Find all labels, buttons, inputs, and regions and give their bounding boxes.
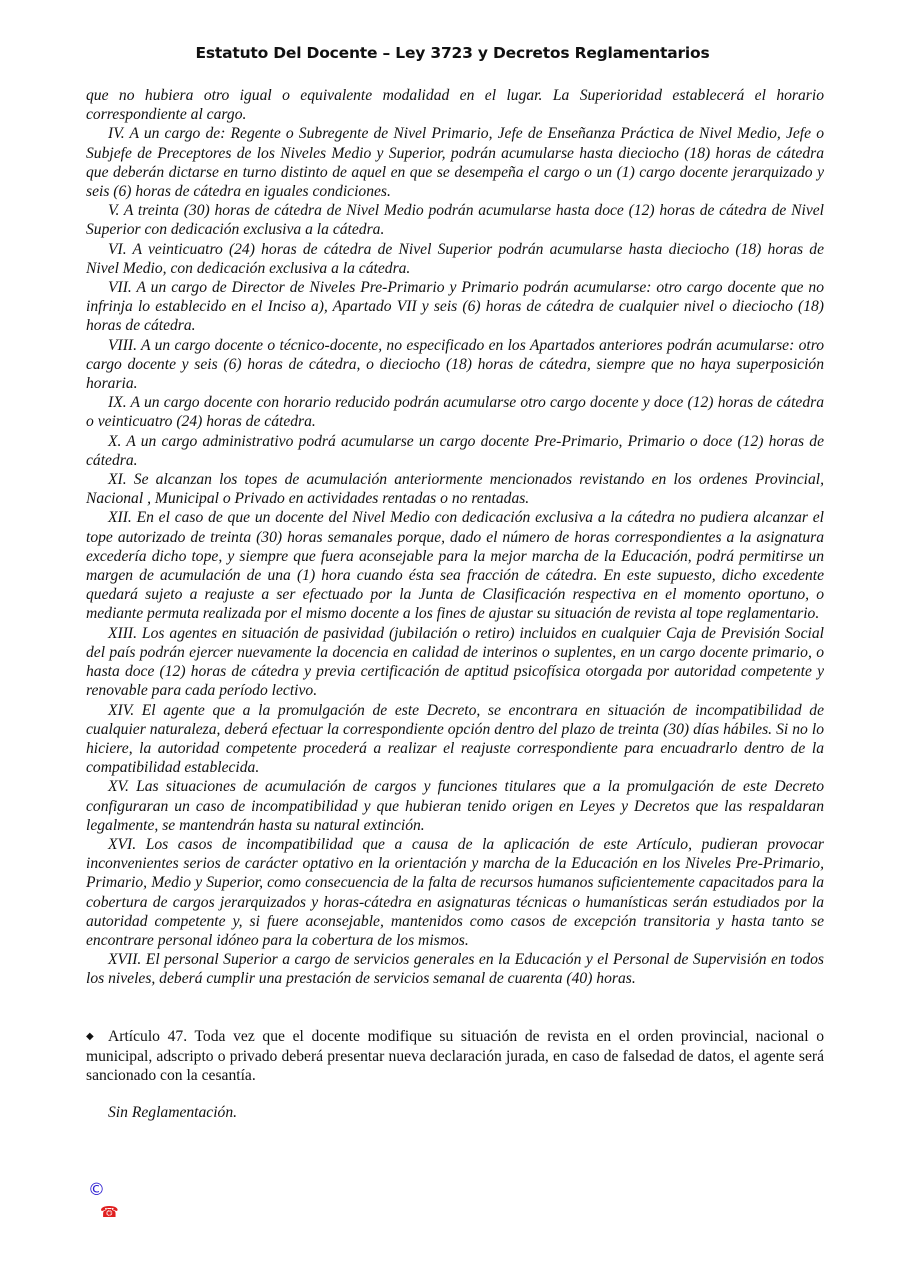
paragraph-xii: XII. En el caso de que un docente del Nivel Medio con dedicación exclusiva a la cátedra no pudiera alcanzar el tope autorizado de treinta (30) horas semanales porque, dado el número de horas correspondientes a la asignatura excedería dicho tope, y siempre que fuera aconsejable para la mejor marcha de la Educación, podrá permitirse un margen de acumulación de una (1) hora cuando ésta sea fracción de cátedra. En este supuesto, dicho excedente quedará sujeto a reajuste a ser efectuado por la Junta de Clasificación respectiva en el momento oportuno, o mediante permuta realizada por el mismo docente a los fines de ajustar su situación de revista al tope reglamentario. [86,509,824,623]
copyright-icon: © [88,1180,105,1200]
paragraph-xiii: XIII. Los agentes en situación de pasividad (jubilación o retiro) incluidos en cualquier Caja de Previsión Social del país podrán ejercer nuevamente la docencia en calidad de interinos o suplentes, en un cargo docente primario, o hasta doce (12) horas de cátedra y previa certificación de aptitud psicofísica otorgada por autoridad competente y renovable para cada período lectivo. [86,624,824,700]
sin-reglamentacion: Sin Reglamentación. [108,1104,238,1121]
paragraph-xv: XV. Las situaciones de acumulación de cargos y funciones titulares que a la promulgación de este Decreto configuraran un caso de incompatibilidad y que hubieran tenido origen en Leyes y Decretos que las respaldaran legalmente, se mantendrán hasta su natural extinción. [86,778,824,834]
paragraph-ix: IX. A un cargo docente con horario reducido podrán acumularse otro cargo docente y doce (12) horas de cátedra o veinticuatro (24) horas de cátedra. [86,394,824,431]
paragraph-vii: VII. A un cargo de Director de Niveles Pre-Primario y Primario podrán acumularse: otro cargo docente que no infrinja lo establecido en el Inciso a), Apartado VII y seis (6) horas de cátedra de cualquier nivel o dieciocho (18) horas de cátedra. [86,279,824,335]
paragraph-vi: VI. A veinticuatro (24) horas de cátedra de Nivel Superior podrán acumularse hasta dieciocho (18) horas de Nivel Medio, con dedicación exclusiva a la cátedra. [86,240,824,277]
document-body [86,86,824,989]
paragraph-x: X. A un cargo administrativo podrá acumularse un cargo docente Pre-Primario, Primario o doce (12) horas de cátedra. [86,432,824,469]
paragraph-xi: XI. Se alcanzan los topes de acumulación anteriormente mencionados revistando en los ordenes Provincial, Nacional , Municipal o Privado en actividades rentadas o no rentadas. [86,471,824,508]
diamond-bullet-icon: ◆ [86,1030,94,1042]
paragraph-v: V. A treinta (30) horas de cátedra de Nivel Medio podrán acumularse hasta doce (12) horas de cátedra de Nivel Superior con dedicación exclusiva a la cátedra. [86,202,824,239]
page-header: Estatuto Del Docente – Ley 3723 y Decretos Reglamentarios [195,44,710,62]
paragraph-xvii: XVII. El personal Superior a cargo de servicios generales en la Educación y el Personal de Supervisión en todos los niveles, deberá cumplir una prestación de servicios semanal de cuarenta (40) horas. [86,951,824,988]
paragraph-iv: IV. A un cargo de: Regente o Subregente de Nivel Primario, Jefe de Enseñanza Práctica de Nivel Medio, Jefe o Subjefe de Preceptores de los Niveles Medio y Superior, podrán acumularse hasta dieciocho (18) horas de cátedra que deberán dictarse en turno distinto de aquel en que se desempeña el cargo o un (1) cargo docente jerarquizado y seis (6) horas de cátedra en iguales condiciones. [86,125,824,201]
article-47-text: Artículo 47. Toda vez que el docente modifique su situación de revista en el orden provincial, nacional o municipal, adscripto o privado deberá presentar nueva declaración jurada, en caso de falsedad de datos, el agente será sancionado con la cesantía. [86,1028,824,1085]
paragraph-xvi: XVI. Los casos de incompatibilidad que a causa de la aplicación de este Artículo, pudieran provocar inconvenientes serios de carácter optativo en la orientación y marcha de la Educación en los Niveles Pre-Primario, Primario, Medio y Superior, como consecuencia de la falta de recursos humanos suficientemente capacitados para la cobertura de cargos jerarquizados y horas-cátedra en asignaturas técnicas o humanísticas serán estudiados por la autoridad competente y, si fuere aconsejable, mantenidos como casos de excepción transitoria y hasta tanto se encontrare personal idóneo para la cobertura de los mismos. [86,835,824,949]
phone-icon: ☎ [100,1203,119,1221]
paragraph-viii: VIII. A un cargo docente o técnico-docente, no especificado en los Apartados anteriores podrán acumularse: otro cargo docente y seis (6) horas de cátedra, o dieciocho (18) horas de cátedra, siempre que no haya superposición horaria. [86,336,824,393]
paragraph-continuation: que no hubiera otro igual o equivalente modalidad en el lugar. La Superioridad establecerá el horario correspondiente al cargo. [86,87,824,124]
paragraph-xiv: XIV. El agente que a la promulgación de este Decreto, se encontrara en situación de incompatibilidad de cualquier naturaleza, deberá efectuar la correspondiente opción dentro del plazo de treinta (30) días hábiles. Si no lo hiciere, la autoridad competente procederá a realizar el reajuste correspondiente para encuadrarlo dentro de la compatibilidad establecida. [86,701,824,777]
article-47 [86,1027,824,1085]
